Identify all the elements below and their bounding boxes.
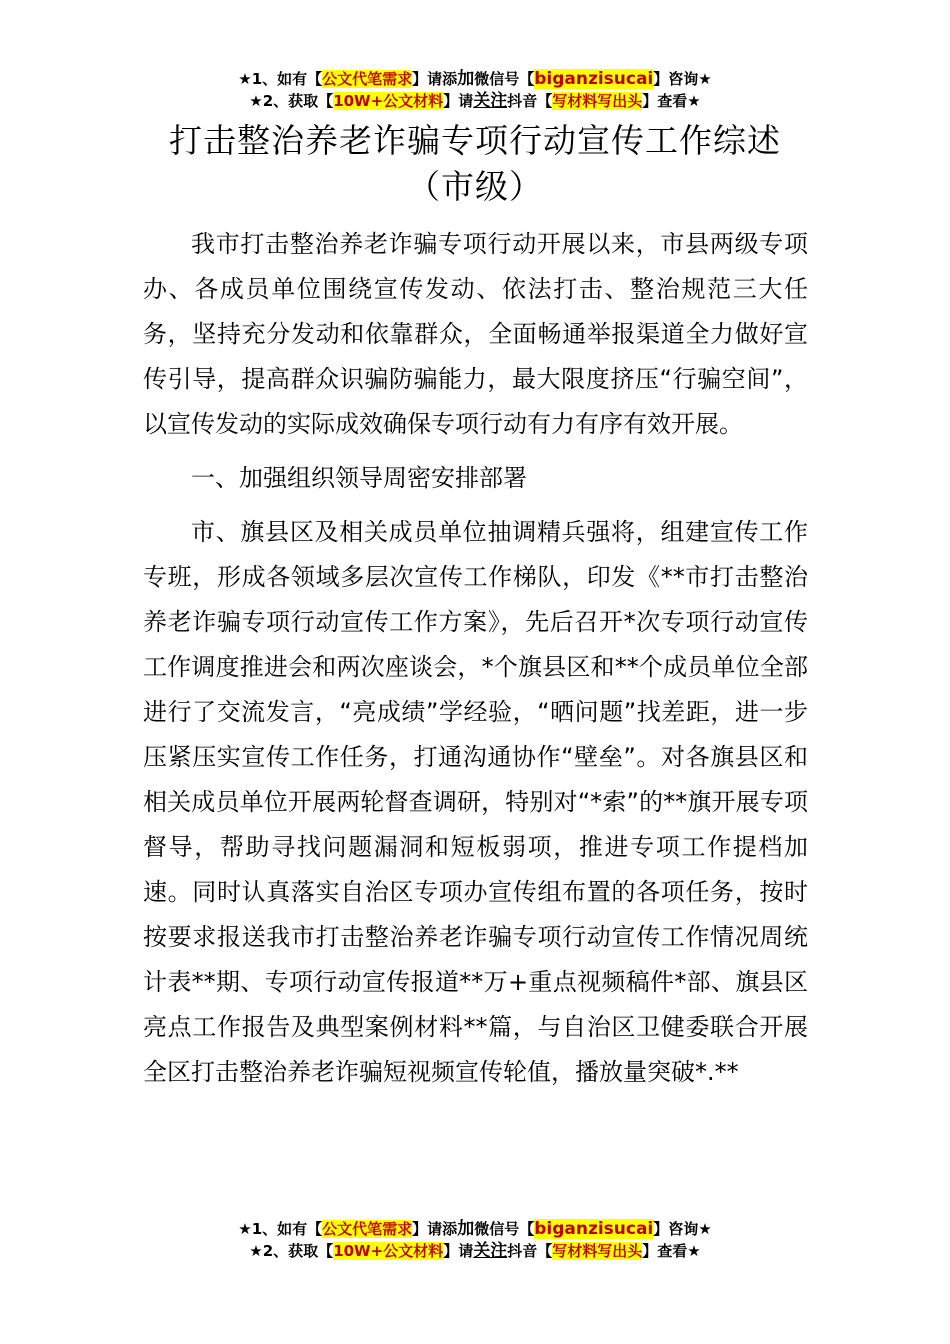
banner-text: ★2、获取【 [249,1242,334,1260]
banner-highlight: 写材料写出头 [552,92,643,110]
banner-line-1 [0,1218,950,1240]
banner-highlight: 10W+公文材料 [333,1242,444,1260]
paragraph-section-1: 市、旗县区及相关成员单位抽调精兵强将，组建宣传工作专班，形成各领域多层次宣传工作梯队，印发《**市打击整治养老诈骗专项行动宣传工作方案》，先后召开*次专项行动宣传工作调度推进会和两次座谈会，*个旗县区和**个成员单位全部进行了交流发言，“亮成绩”学经验，“晒问题”找差距，进一步压紧压实宣传工作任务，打通沟通协作“壁垒”。对各旗县区和相关成员单位开展两轮督查调研，特别对“*索”的**旗开展专项督导，帮助寻找问题漏洞和短板弱项，推进专项工作提档加速。同时认真落实自治区专项办宣传组布置的各项任务，按时按要求报送我市打击整治养老诈骗专项行动宣传工作情况周统计表**期、专项行动宣传报道**万+重点视频稿件*部、旗县区亮点工作报告及典型案例材料**篇，与自治区卫健委联合开展全区打击整治养老诈骗短视频宣传轮值，播放量突破*.** [143,518,808,1086]
banner-text: 关注 [473,91,508,111]
banner-text: 】请 [443,92,474,110]
banner-text: 抖音【 [507,92,553,110]
bottom-banner [0,1218,950,1262]
banner-text: 】请添 [412,1220,458,1238]
banner-text: 】咨询★ [653,1220,712,1238]
banner-text: ★1、如有【 [238,70,323,88]
document-title [0,118,950,210]
banner-text: 加 [457,1219,475,1239]
document-body [143,222,808,1104]
paragraph-intro: 我市打击整治养老诈骗专项行动开展以来，市县两级专项办、各成员单位围绕宣传发动、依法打击、整治规范三大任务，坚持充分发动和依靠群众，全面畅通举报渠道全力做好宣传引导，提高群众识骗防骗能力，最大限度挤压“行骗空间”，以宣传发动的实际成效确保专项行动有力有序有效开展。 [143,230,808,438]
banner-highlight: 公文代笔需求 [322,1220,413,1238]
banner-text: ★1、如有【 [238,1220,323,1238]
title-line-1: 打击整治养老诈骗专项行动宣传工作综述 [169,121,781,160]
banner-line-2 [0,1240,950,1262]
banner-line-2 [0,90,950,112]
title-line-2: （市级） [407,167,543,206]
banner-text: 抖音【 [507,1242,553,1260]
banner-text: 微信号【 [474,70,535,88]
banner-highlight: 写材料写出头 [552,1242,643,1260]
banner-text: ★2、获取【 [249,92,334,110]
banner-text: 】咨询★ [653,70,712,88]
banner-text: 】查看★ [642,1242,701,1260]
banner-text: 关注 [473,1241,508,1261]
banner-highlight: biganzisucai [534,69,654,89]
banner-highlight: 10W+公文材料 [333,92,444,110]
banner-text: 】请添 [412,70,458,88]
banner-text: 】查看★ [642,92,701,110]
banner-line-1 [0,68,950,90]
banner-text: 】请 [443,1242,474,1260]
banner-text: 微信号【 [474,1220,535,1238]
section-heading: 一、加强组织领导周密安排部署 [191,464,527,492]
top-banner [0,68,950,112]
banner-highlight: 公文代笔需求 [322,70,413,88]
banner-highlight: biganzisucai [534,1219,654,1239]
banner-text: 加 [457,69,475,89]
